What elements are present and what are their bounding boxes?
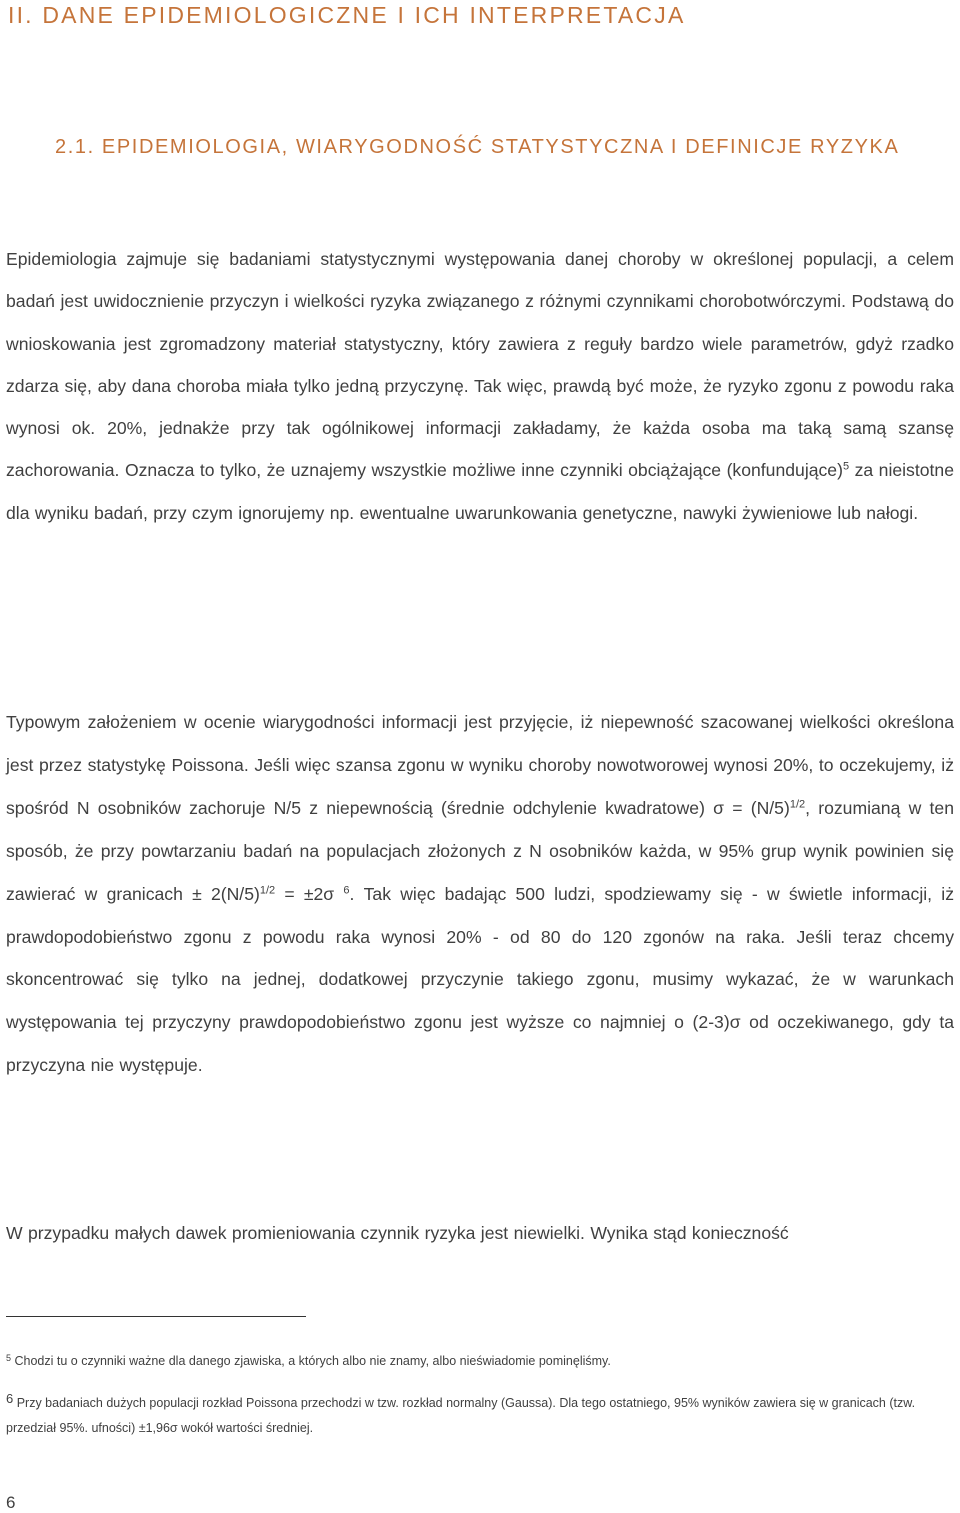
paragraph-text: . Tak więc badając 500 ludzi, spodziewamy się - w świetle informacji, iż prawdopodobieństwo zgonu z powodu raka wynosi 20% - od 80 do 120 zgonów na raka. Jeśli teraz chcemy skoncentrować się tylko na jednej, dodatkowej przyczynie takiego zgonu, musimy wykazać, że w warunkach występowania tej przyczyny prawdopodobieństwo zgonu jest wyższe co najmniej o (2-3)σ od oczekiwanego, gdy ta przyczyna nie występuje. bbox=[6, 883, 954, 1076]
page-number: 6 bbox=[6, 1493, 16, 1512]
exponent: 1/2 bbox=[789, 798, 806, 811]
paragraph-epidemiology bbox=[6, 238, 954, 534]
paragraph-text: , rozumianą w ten sposób, że przy powtarzaniu badań na populacjach złożonych z N osobników każda, w 95% grup wynik powinien się zawierać w granicach ± 2(N/5) bbox=[6, 797, 954, 904]
footnote-separator bbox=[6, 1316, 306, 1317]
footnote-text: Chodzi tu o czynniki ważne dla danego zjawiska, a których albo nie znamy, albo nieświadomie pominęliśmy. bbox=[11, 1354, 611, 1368]
paragraph-poisson bbox=[6, 701, 954, 1087]
paragraph-small-doses: W przypadku małych dawek promieniowania czynnik ryzyka jest niewielki. Wynika stąd konieczność bbox=[6, 1223, 789, 1243]
footnote-reference-5: 5 bbox=[842, 460, 850, 473]
footnote-text: Przy badaniach dużych populacji rozkład Poissona przechodzi w tzw. rozkład normalny (Gaussa). Dla tego ostatniego, 95% wyników zawiera się w granicach (tzw. przedział 95%. ufności) ±1,96σ wokół wartości średniej. bbox=[6, 1396, 916, 1435]
exponent: 1/2 bbox=[259, 884, 276, 897]
paragraph-text: za nieistotne dla wyniku badań, przy czym ignorujemy np. ewentualne uwarunkowania genetyczne, nawyki żywieniowe lub nałogi. bbox=[6, 460, 954, 523]
footnote-mark: 6 bbox=[6, 1391, 14, 1407]
footnote-reference-6: 6 bbox=[343, 884, 350, 897]
paragraph-text: Typowym założeniem w ocenie wiarygodności informacji jest przyjęcie, iż niepewność szacowanej wielkości określona jest przez statystykę Poissona. Jeśli więc szansa zgonu w wyniku choroby nowotworowej wynosi 20%, to oczekujemy, iż spośród N osobników zachoruje N/5 z niepewnością (średnie odchylenie kwadratowe) σ = (N/5) bbox=[6, 712, 954, 818]
chapter-title: II. DANE EPIDEMIOLOGICZNE I ICH INTERPRETACJA bbox=[8, 2, 686, 28]
paragraph-text: = ±2σ bbox=[275, 883, 344, 904]
paragraph-text: Epidemiologia zajmuje się badaniami statystycznymi występowania danej choroby w określonej populacji, a celem badań jest uwidocznienie przyczyn i wielkości ryzyka związanego z różnymi czynnikami chorobotwórczymi. Podstawą do wnioskowania jest zgromadzony materiał statystyczny, który zawiera z reguły bardzo wiele parametrów, gdyż rzadko zdarza się, aby dana choroba miała tylko jedną przyczynę. Tak więc, prawdą być może, że ryzyko zgonu z powodu raka wynosi ok. 20%, jednakże przy tak ogólnikowej informacji zakładamy, że każda osoba ma taką samą szansę zachorowania. Oznacza to tylko, że uznajemy wszystkie możliwe inne czynniki obciążające (konfundujące) bbox=[6, 249, 954, 481]
footnote-5 bbox=[6, 1352, 956, 1370]
footnote-mark: 5 bbox=[6, 1352, 12, 1363]
section-title: 2.1. EPIDEMIOLOGIA, WIARYGODNOŚĆ STATYSTYCZNA I DEFINICJE RYZYKA bbox=[55, 136, 900, 158]
footnote-6 bbox=[6, 1391, 956, 1441]
